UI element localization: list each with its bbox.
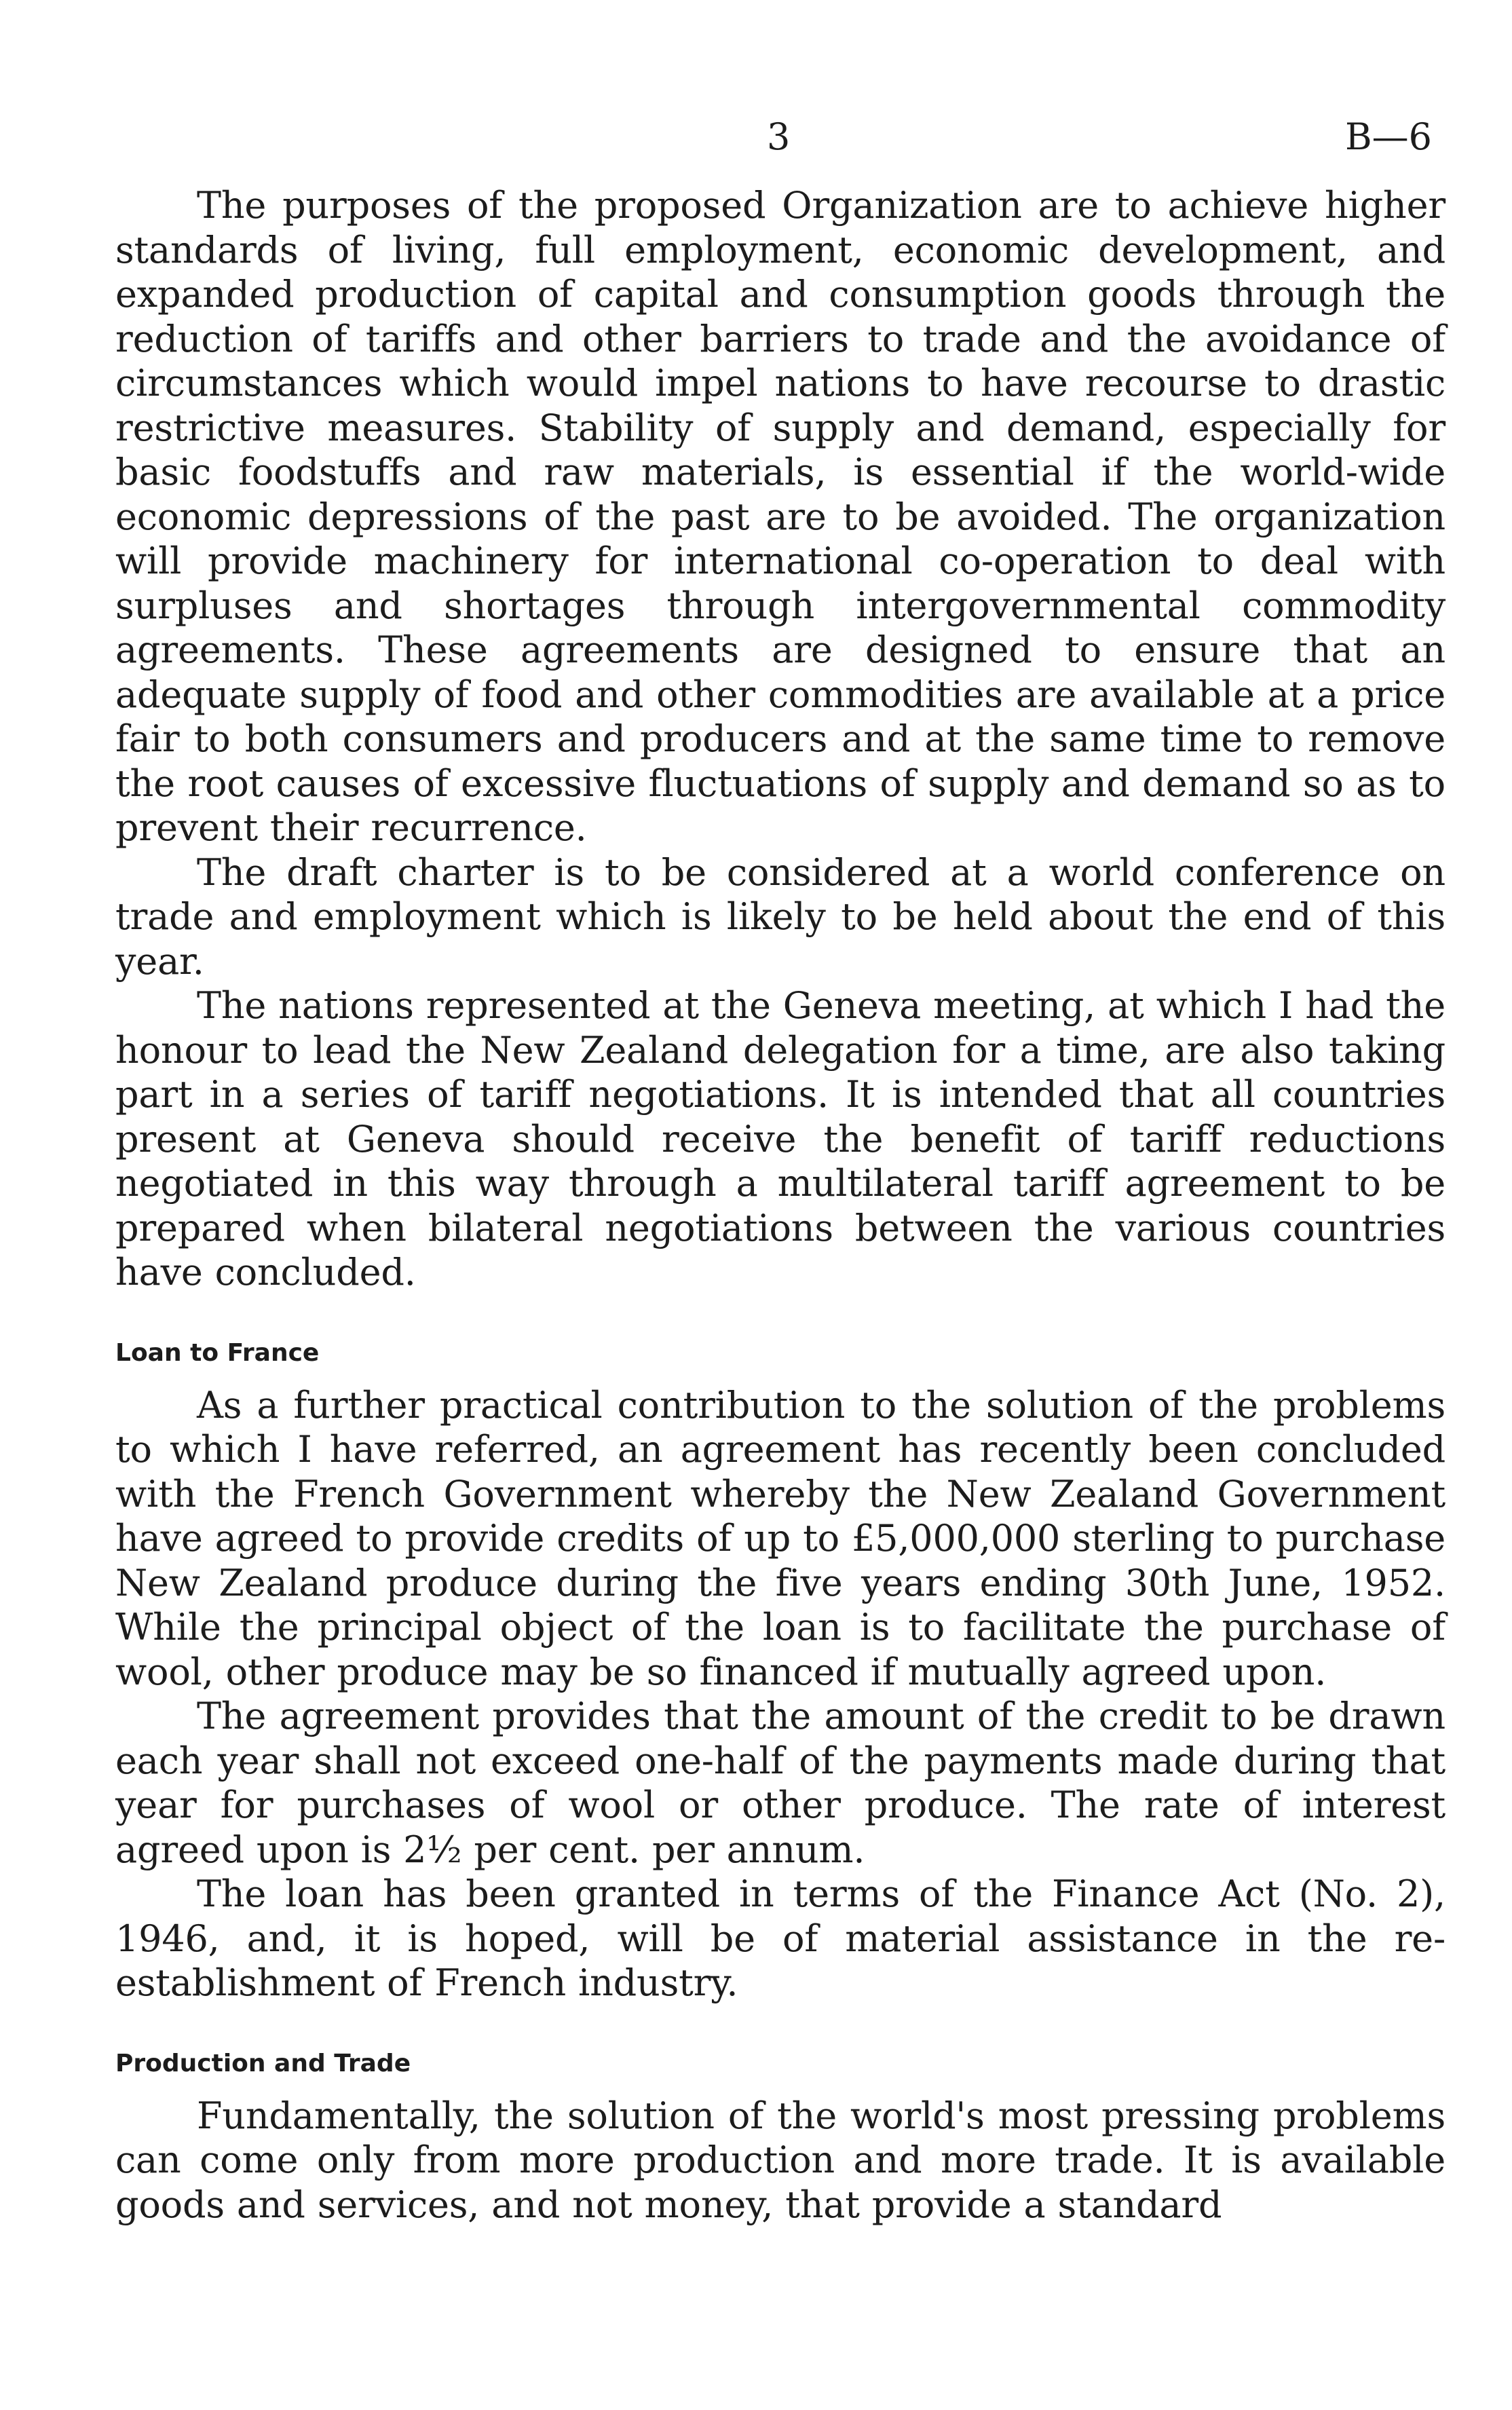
section-heading-loan: Loan to France	[115, 1338, 320, 1367]
page-header	[115, 102, 1445, 183]
paragraph-loan-terms: The agreement provides that the amount of the credit to be drawn each year shall not exceed one-half of the payments made during that year for purchases of wool or other produce. The rate of interest agreed upon is 2½ per cent. per annum.	[115, 1695, 1445, 1871]
paragraph-loan-act: The loan has been granted in terms of the Finance Act (No. 2), 1946, and, it is hoped, will be of material assistance in the re-establishment of French industry.	[115, 1872, 1445, 2004]
section-heading-production: Production and Trade	[115, 2049, 411, 2077]
paragraph-purposes: The purposes of the proposed Organization are to achieve higher standards of living, full employment, economic development, and expanded production of capital and consumption goods through the reduction of tariffs and other barriers to trade and the avoidance of circumstances which would impel nations to have recourse to drastic restrictive measures. Stability of supply and demand, especially for basic foodstuffs and raw materials, is essential if the world-wide economic depressions of the past are to be avoided. The organization will provide machinery for international co-operation to deal with surpluses and shortages through intergovernmental commodity agreements. These agreements are designed to ensure that an adequate supply of food and other commodities are available at a price fair to both consumers and producers and at the same time to remove the root causes of excessive fluctuations of supply and demand so as to prevent their recurrence.	[115, 184, 1445, 849]
page-reference: B—6	[1344, 115, 1432, 158]
loan-section	[115, 1337, 1445, 2006]
document-page	[115, 102, 1445, 2227]
intro-section	[115, 183, 1445, 1295]
paragraph-geneva: The nations represented at the Geneva meeting, at which I had the honour to lead the New Zealand delegation for a time, are also taking part in a series of tariff negotiations. It is intended that all countries present at Geneva should receive the benefit of tariff reductions negotiated in this way through a multilateral tariff agreement to be prepared when bilateral negotiations between the various countries have concluded.	[115, 984, 1445, 1294]
paragraph-draft-charter: The draft charter is to be considered at a world conference on trade and employment which is likely to be held about the end of this year.	[115, 850, 1445, 983]
paragraph-production: Fundamentally, the solution of the world's most pressing problems can come only from more production and more trade. It is available goods and services, and not money, that provide a standard	[115, 2094, 1445, 2226]
page-number: 3	[767, 115, 791, 158]
paragraph-loan-agreement: As a further practical contribution to the solution of the problems to which I have referred, an agreement has recently been concluded with the French Government whereby the New Zealand Government have agreed to provide credits of up to £5,000,000 sterling to purchase New Zealand produce during the five years ending 30th June, 1952. While the principal object of the loan is to facilitate the purchase of wool, other produce may be so financed if mutually agreed upon.	[115, 1383, 1445, 1693]
production-section	[115, 2048, 1445, 2227]
